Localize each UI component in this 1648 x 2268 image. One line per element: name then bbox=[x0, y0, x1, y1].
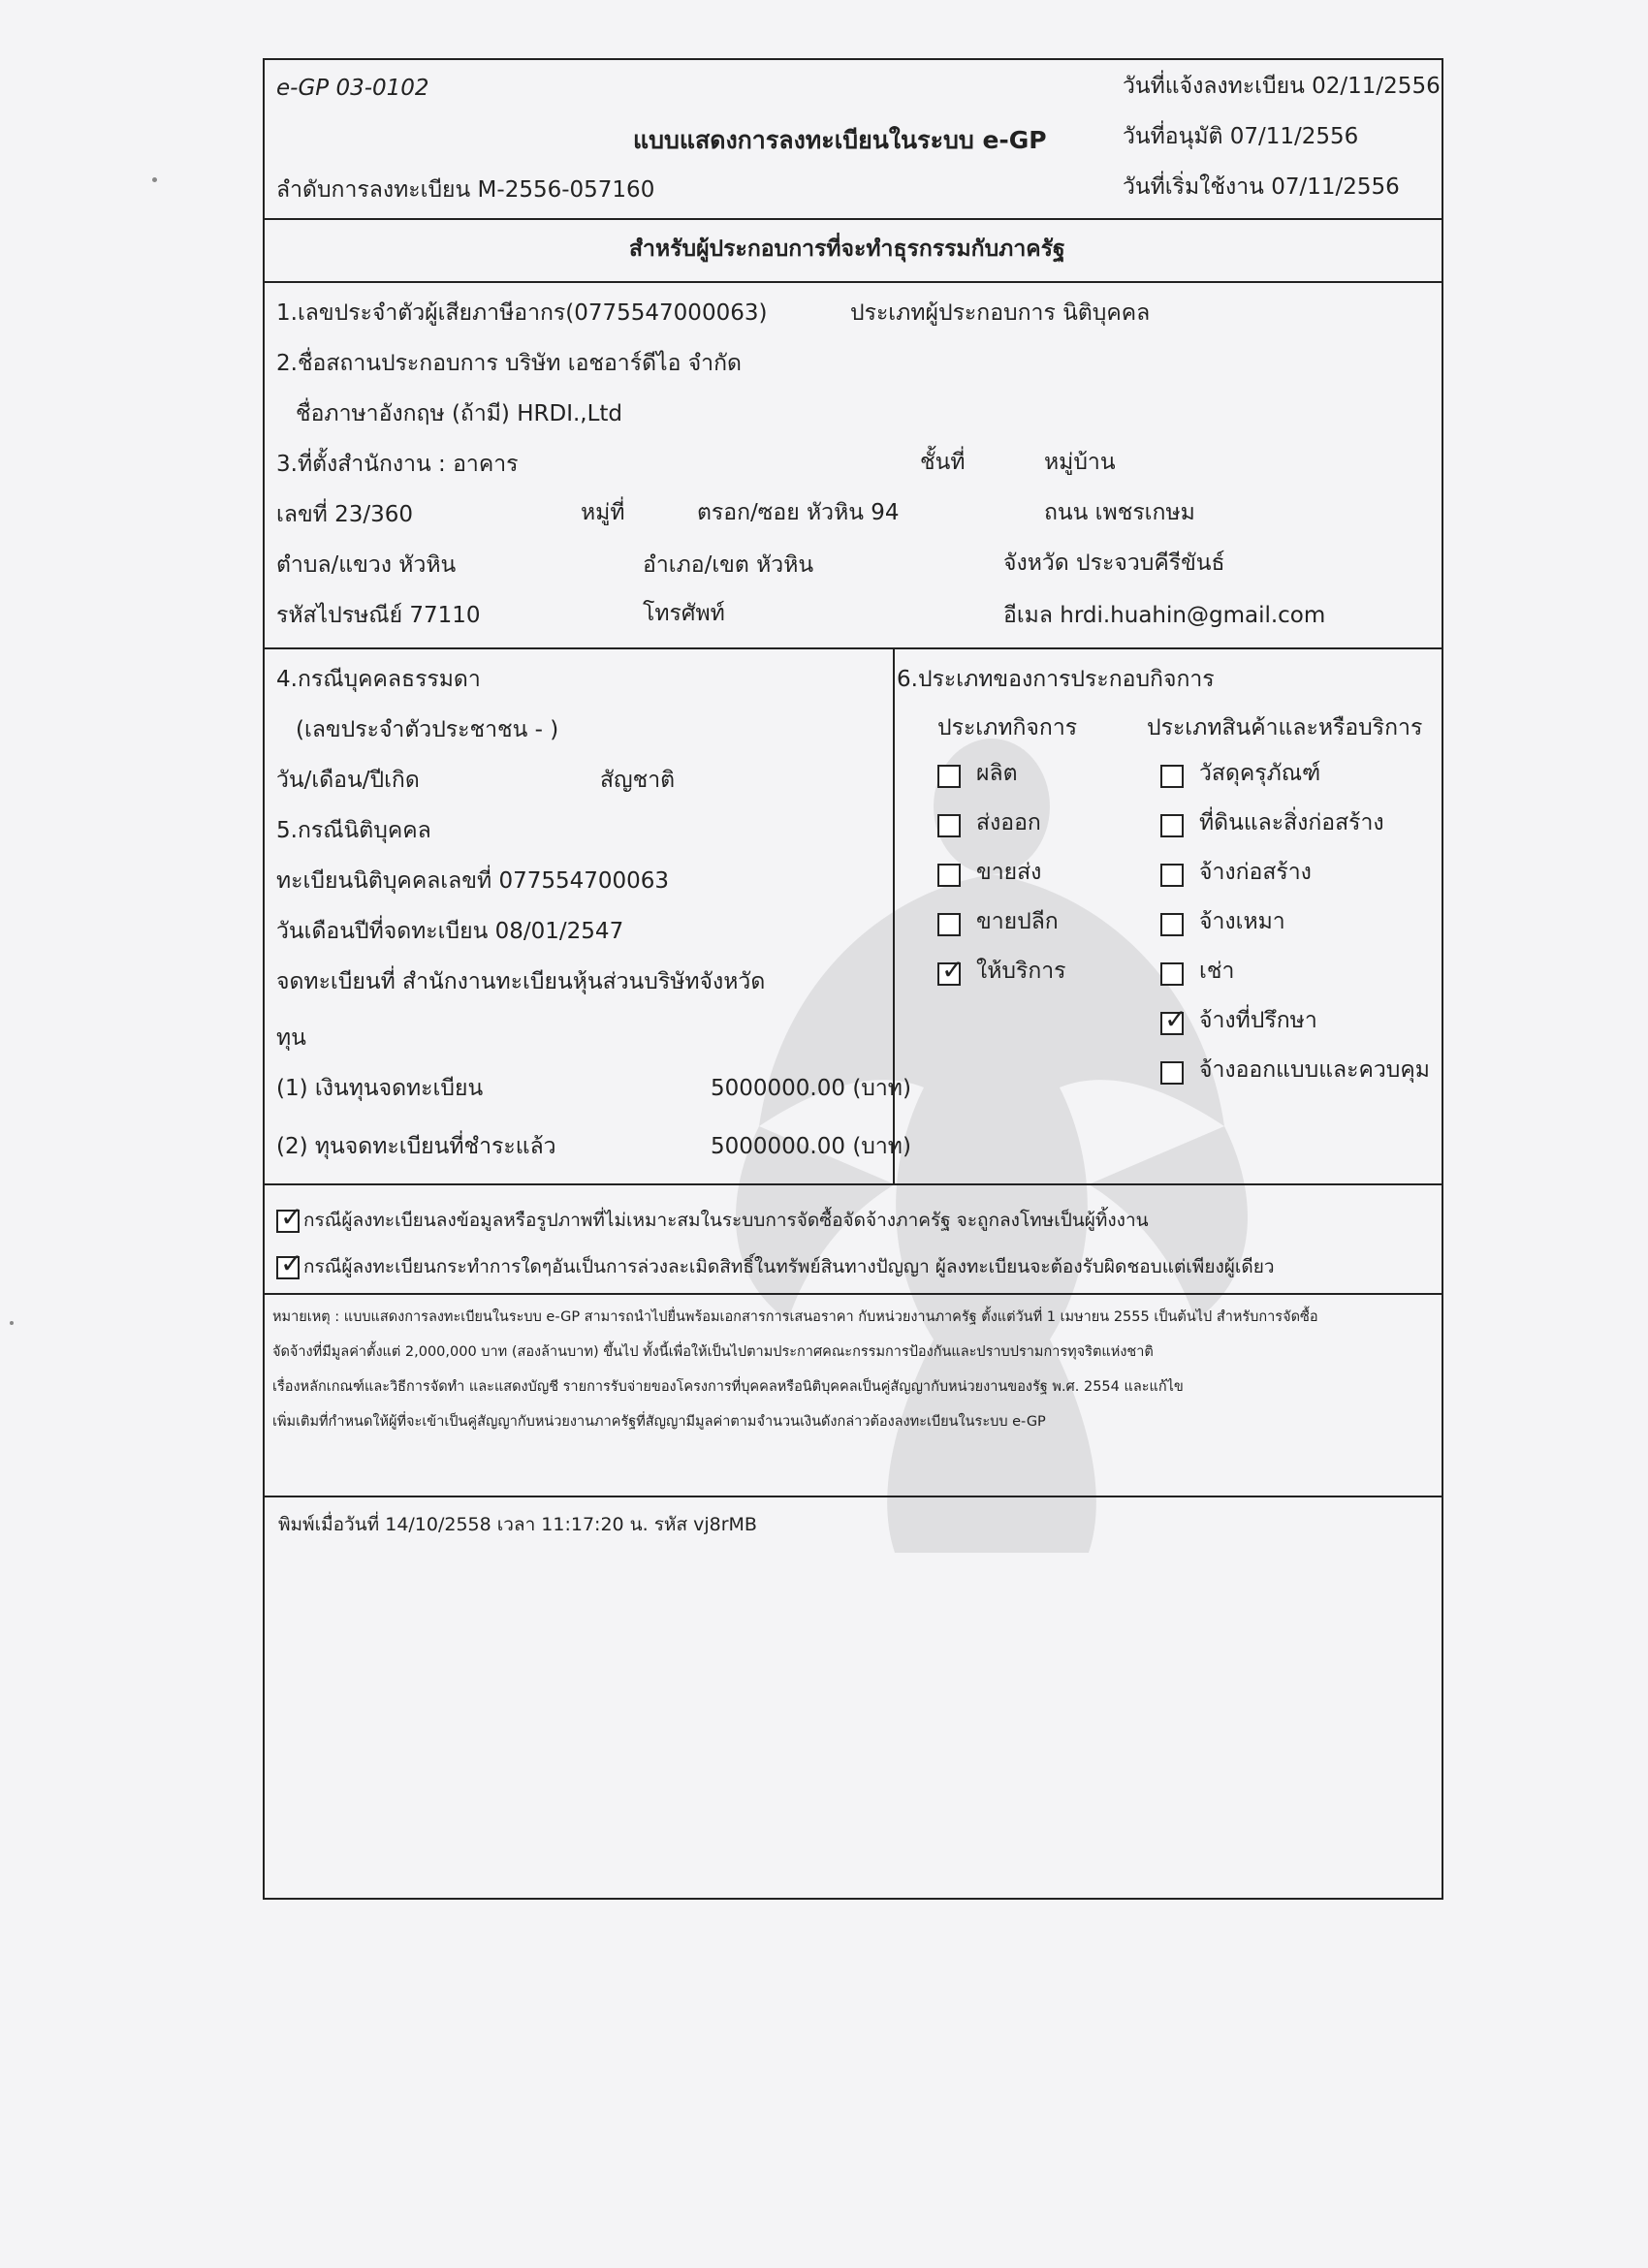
approve-date: วันที่อนุมัติ 07/11/2556 bbox=[1123, 124, 1359, 149]
email: อีเมล hrdi.huahin@gmail.com bbox=[1003, 603, 1326, 628]
id-card: (เลขประจำตัวประชาชน - ) bbox=[296, 717, 559, 742]
business-type-label: ขายส่ง bbox=[976, 860, 1042, 885]
floor: ชั้นที่ bbox=[920, 450, 966, 475]
business-type-checkbox[interactable] bbox=[937, 954, 965, 986]
registration-form bbox=[263, 58, 1443, 1900]
registered-capital-value: 5000000.00 (บาท) bbox=[711, 1076, 911, 1101]
operator-type: ประเภทผู้ประกอบการ นิติบุคคล bbox=[850, 300, 1151, 326]
declaration-text: กรณีผู้ลงทะเบียนลงข้อมูลหรือรูปภาพที่ไม่เหมาะสมในระบบการจัดซื้อจัดจ้างภาครัฐ จะถูกลงโทษเป็นผู้ทิ้งงาน bbox=[303, 1210, 1149, 1231]
product-type-label: จ้างก่อสร้าง bbox=[1199, 860, 1312, 885]
product-type-checkbox[interactable] bbox=[1160, 962, 1184, 986]
product-type-checkbox[interactable] bbox=[1160, 1061, 1184, 1085]
column-divider bbox=[893, 647, 895, 1185]
divider bbox=[265, 647, 1442, 649]
divider bbox=[265, 218, 1442, 220]
declaration-checkbox[interactable] bbox=[276, 1247, 303, 1279]
registered-capital-label: (1) เงินทุนจดทะเบียน bbox=[276, 1076, 484, 1101]
registration-number: ลำดับการลงทะเบียน M-2556-057160 bbox=[276, 177, 655, 203]
divider bbox=[265, 1496, 1442, 1497]
office-building: 3.ที่ตั้งสำนักงาน : อาคาร bbox=[276, 452, 519, 477]
product-type-label: เช่า bbox=[1199, 959, 1235, 984]
checkmark-icon: ✓ bbox=[280, 1201, 303, 1233]
scan-speck bbox=[10, 1321, 14, 1325]
start-date: วันที่เริ่มใช้งาน 07/11/2556 bbox=[1123, 174, 1400, 200]
business-type-checkbox[interactable] bbox=[937, 765, 961, 788]
remark-line: จัดจ้างที่มีมูลค่าตั้งแต่ 2,000,000 บาท (สองล้านบาท) ขึ้นไป ทั้งนี้เพื่อให้เป็นไปตามประกาศคณะกรรมการป้องกันและปราบปรามการทุจริตแห่งชาติ bbox=[272, 1344, 1154, 1360]
remark-line: เรื่องหลักเกณฑ์และวิธีการจัดทำ และแสดงบัญชี รายการรับจ่ายของโครงการที่บุคคลหรือนิติบุคคลเป็นคู่สัญญากับหน่วยงานของรัฐ พ.ศ. 2554 และแก้ไข bbox=[272, 1379, 1184, 1395]
english-name: ชื่อภาษาอังกฤษ (ถ้ามี) HRDI.,Ltd bbox=[296, 401, 623, 426]
soi: ตรอก/ซอย หัวหิน 94 bbox=[697, 500, 900, 525]
nationality: สัญชาติ bbox=[600, 768, 676, 793]
product-type-label: จ้างที่ปรึกษา bbox=[1199, 1008, 1317, 1033]
product-type-checkbox[interactable] bbox=[1160, 1003, 1188, 1035]
business-type-label: ส่งออก bbox=[976, 810, 1041, 835]
road: ถนน เพชรเกษม bbox=[1044, 500, 1195, 525]
divider bbox=[265, 1183, 1442, 1185]
province: จังหวัด ประจวบคีรีขันธ์ bbox=[1003, 551, 1225, 576]
juristic-reg-date: วันเดือนปีที่จดทะเบียน 08/01/2547 bbox=[276, 919, 624, 944]
product-type-checkbox[interactable] bbox=[1160, 814, 1184, 837]
paid-capital-label: (2) ทุนจดทะเบียนที่ชำระแล้ว bbox=[276, 1134, 556, 1159]
capital-label: ทุน bbox=[276, 1025, 306, 1051]
product-type-checkbox[interactable] bbox=[1160, 913, 1184, 936]
product-type-label: จ้างเหมา bbox=[1199, 909, 1285, 934]
business-type-header: ประเภทกิจการ bbox=[937, 715, 1078, 740]
checkmark-icon: ✓ bbox=[280, 1247, 303, 1279]
product-type-checkbox[interactable] bbox=[1160, 864, 1184, 887]
product-type-label: จ้างออกแบบและควบคุม bbox=[1199, 1057, 1430, 1083]
juristic-reg-number: ทะเบียนนิติบุคคลเลขที่ 077554700063 bbox=[276, 868, 670, 894]
phone: โทรศัพท์ bbox=[643, 601, 725, 626]
moo: หมู่ที่ bbox=[581, 500, 625, 525]
company-name: 2.ชื่อสถานประกอบการ บริษัท เอชอาร์ดีไอ จำกัด bbox=[276, 351, 742, 376]
village: หมู่บ้าน bbox=[1044, 450, 1116, 475]
business-type-checkbox[interactable] bbox=[937, 913, 961, 936]
business-type-checkbox[interactable] bbox=[937, 864, 961, 887]
business-type-label: ให้บริการ bbox=[976, 959, 1066, 984]
product-type-label: วัสดุครุภัณฑ์ bbox=[1199, 761, 1321, 786]
declaration-text: กรณีผู้ลงทะเบียนกระทำการใดๆอันเป็นการล่วงละเมิดสิทธิ์ในทรัพย์สินทางปัญญา ผู้ลงทะเบียนจะต้องรับผิดชอบแต่เพียงผู้เดียว bbox=[303, 1256, 1275, 1277]
subdistrict: ตำบล/แขวง หัวหิน bbox=[276, 552, 457, 578]
business-title: 6.ประเภทของการประกอบกิจการ bbox=[897, 667, 1215, 692]
checkmark-icon: ✓ bbox=[1164, 1003, 1188, 1035]
product-type-checkbox[interactable] bbox=[1160, 765, 1184, 788]
product-type-label: ที่ดินและสิ่งก่อสร้าง bbox=[1199, 810, 1384, 835]
remark-line: เพิ่มเติมที่กำหนดให้ผู้ที่จะเข้าเป็นคู่สัญญากับหน่วยงานภาครัฐที่สัญญามีมูลค่าตามจำนวนเงินดังกล่าวต้องลงทะเบียนในระบบ e-GP bbox=[272, 1414, 1046, 1430]
divider bbox=[265, 281, 1442, 283]
notify-date: วันที่แจ้งลงทะเบียน 02/11/2556 bbox=[1123, 74, 1441, 99]
business-type-label: ขายปลีก bbox=[976, 909, 1059, 934]
product-type-header: ประเภทสินค้าและหรือบริการ bbox=[1147, 715, 1423, 740]
juristic-title: 5.กรณีนิติบุคคล bbox=[276, 818, 431, 843]
section-title: สำหรับผู้ประกอบการที่จะทำธุรกรรมกับภาครัฐ bbox=[629, 236, 1065, 262]
district: อำเภอ/เขต หัวหิน bbox=[643, 552, 814, 578]
birth-date: วัน/เดือน/ปีเกิด bbox=[276, 768, 420, 793]
scan-speck bbox=[152, 177, 157, 182]
form-title: แบบแสดงการลงทะเบียนในระบบ e-GP bbox=[633, 126, 1047, 154]
house-number: เลขที่ 23/360 bbox=[276, 502, 414, 527]
postal-code: รหัสไปรษณีย์ 77110 bbox=[276, 603, 481, 628]
juristic-reg-office: จดทะเบียนที่ สำนักงานทะเบียนหุ้นส่วนบริษัทจังหวัด bbox=[276, 969, 766, 994]
form-code: e-GP 03-0102 bbox=[276, 76, 429, 101]
declaration-checkbox[interactable] bbox=[276, 1201, 303, 1233]
remark-line: หมายเหตุ : แบบแสดงการลงทะเบียนในระบบ e-GP สามารถนำไปยื่นพร้อมเอกสารการเสนอราคา กับหน่วยงานภาครัฐ ตั้งแต่วันที่ 1 เมษายน 2555 เป็นต้นไป สำหรับการจัดซื้อ bbox=[272, 1309, 1318, 1325]
business-type-checkbox[interactable] bbox=[937, 814, 961, 837]
business-type-label: ผลิต bbox=[976, 761, 1018, 786]
checkmark-icon: ✓ bbox=[941, 954, 965, 986]
tax-id: 1.เลขประจำตัวผู้เสียภาษีอากร(0775547000063) bbox=[276, 300, 768, 326]
paid-capital-value: 5000000.00 (บาท) bbox=[711, 1134, 911, 1159]
divider bbox=[265, 1293, 1442, 1295]
person-title: 4.กรณีบุคคลธรรมดา bbox=[276, 667, 481, 692]
print-info: พิมพ์เมื่อวันที่ 14/10/2558 เวลา 11:17:20 น. รหัส vj8rMB bbox=[278, 1514, 757, 1535]
